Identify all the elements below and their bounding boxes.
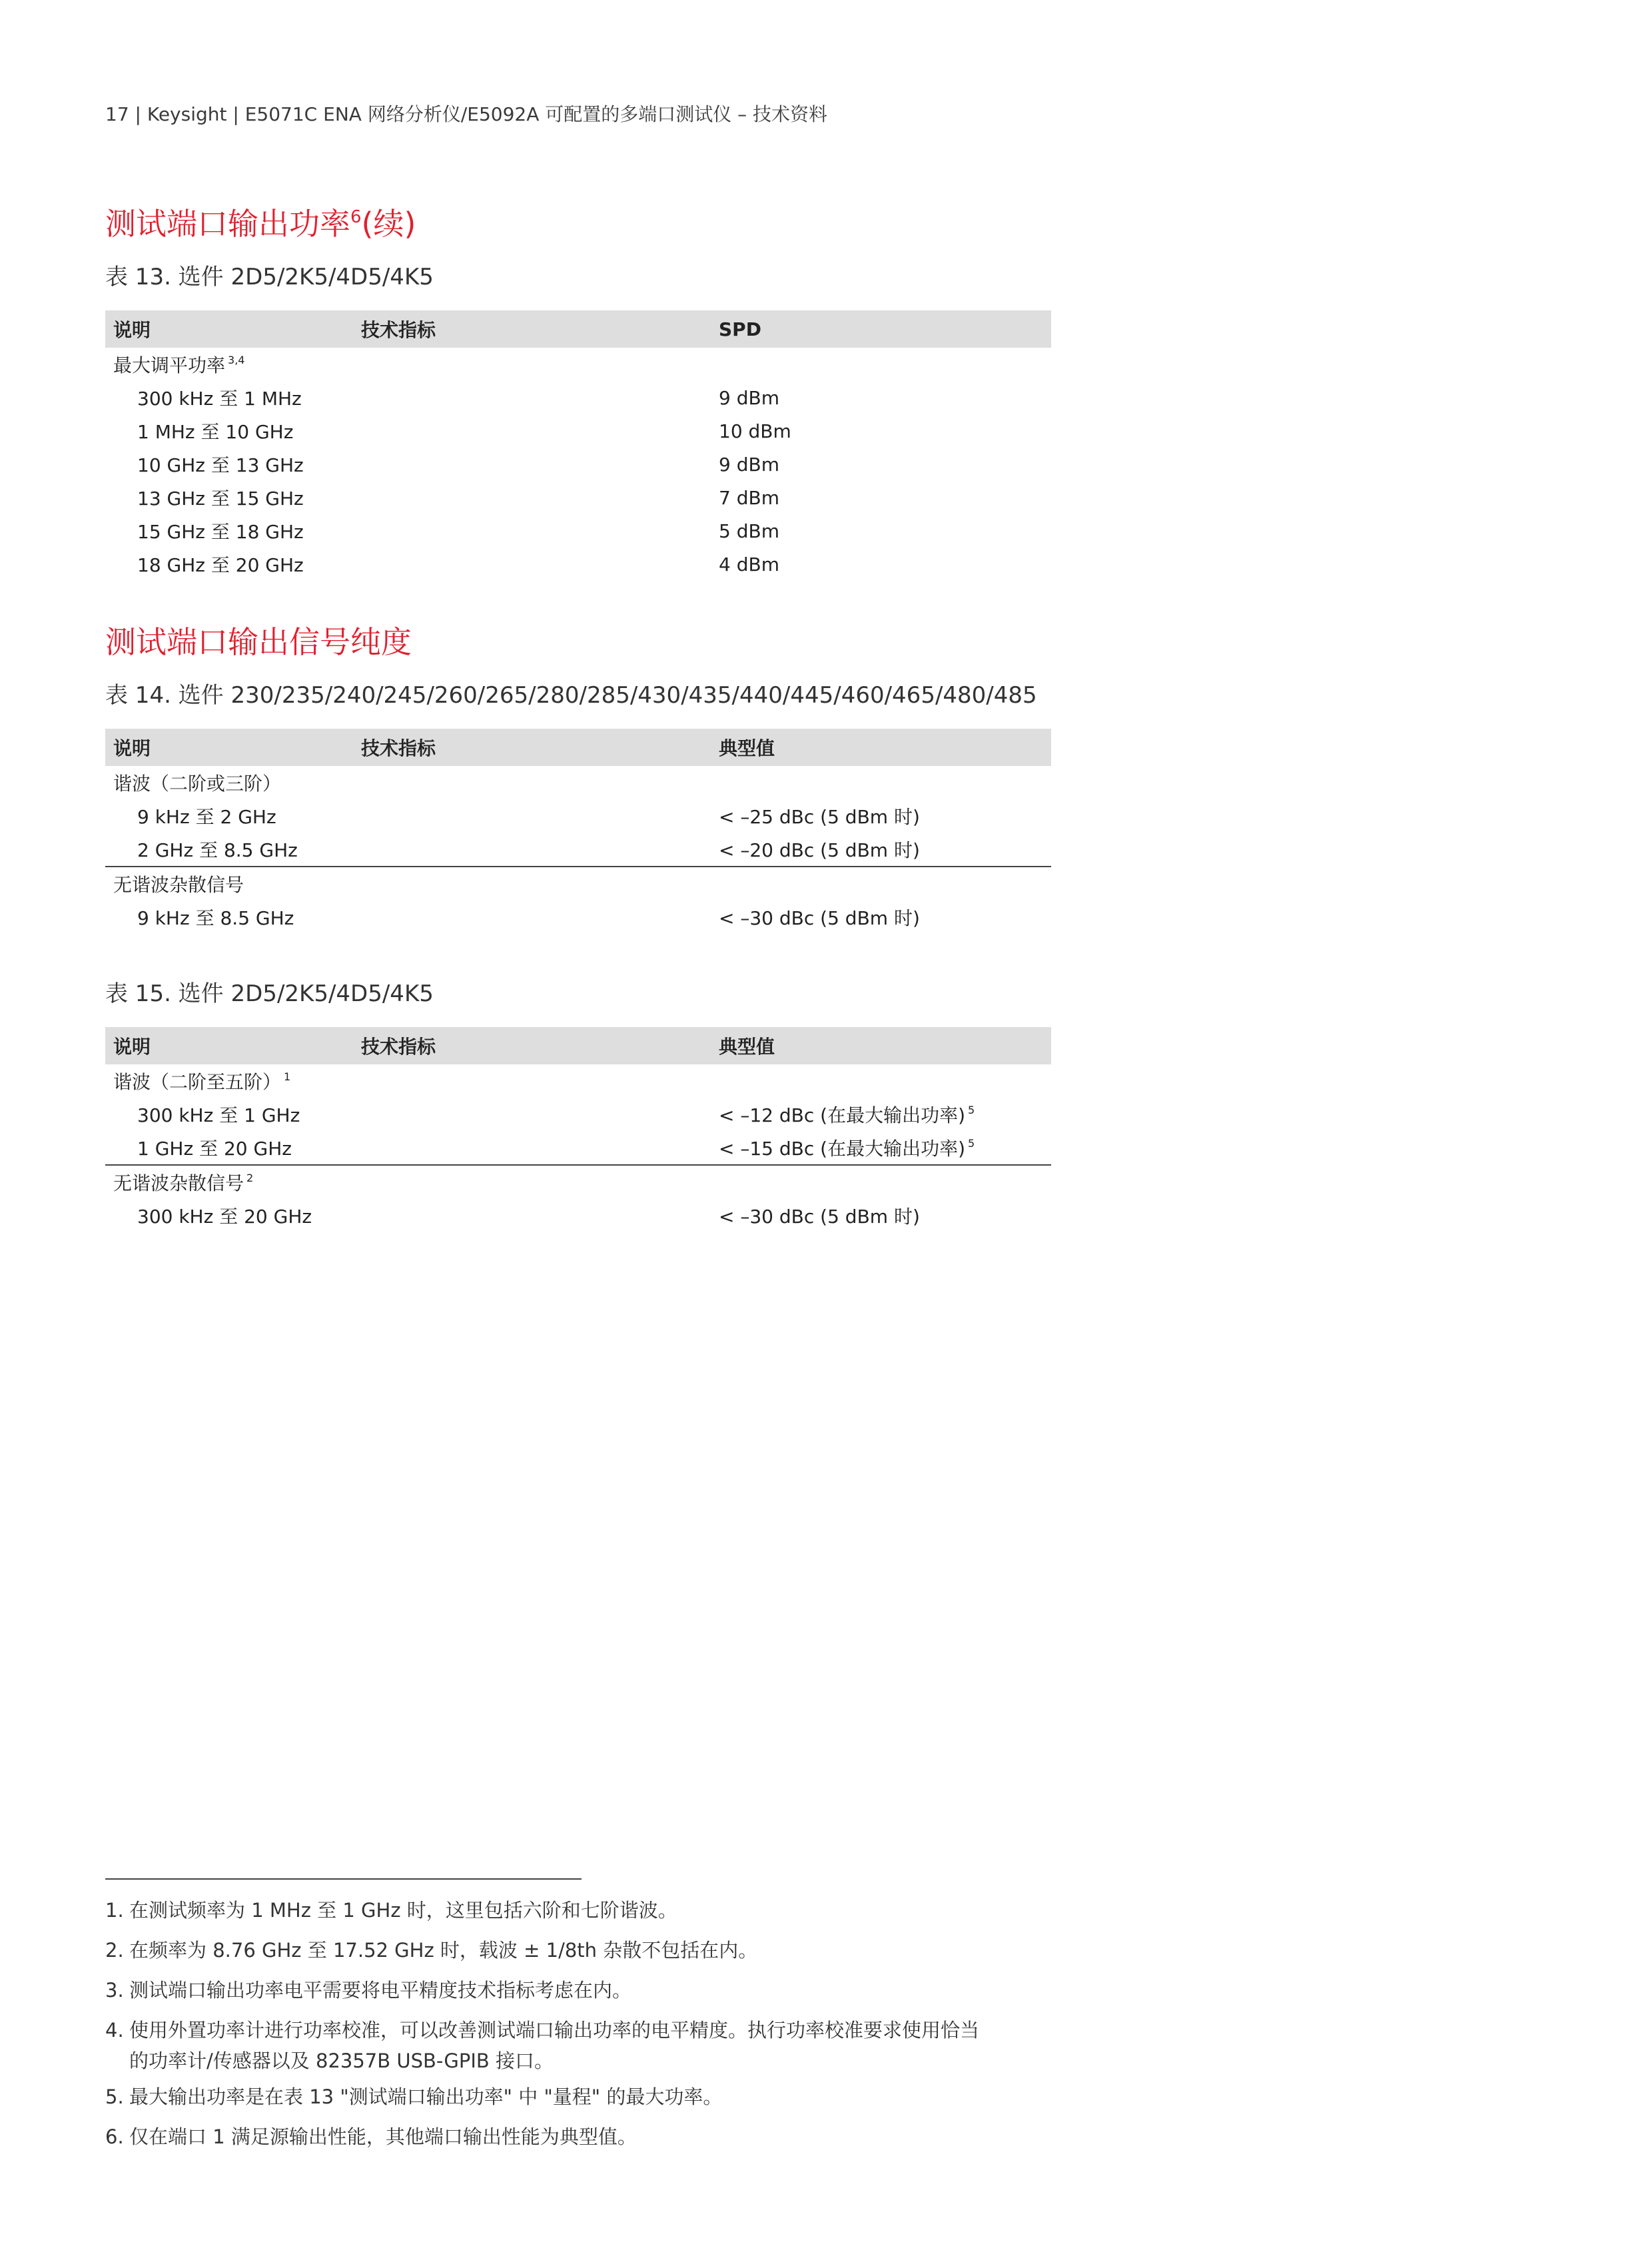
footnote-ref: 2 (246, 1172, 254, 1184)
page-header: 17 | Keysight | E5071C ENA 网络分析仪/E5092A 可配置的多端口测试仪 – 技术资料 (105, 103, 828, 125)
row-description: 13 GHz 至 15 GHz (137, 488, 304, 510)
table-header-row (105, 1027, 1051, 1064)
column-header-description: 说明 (105, 729, 353, 766)
row-value: 9 dBm (719, 386, 779, 409)
table-row (105, 548, 1051, 581)
group-label-text: 无谐波杂散信号 (113, 1172, 244, 1194)
table-14 (105, 729, 1051, 934)
column-header-specification: 技术指标 (353, 1027, 711, 1064)
row-value: 9 dBm (719, 453, 779, 476)
row-value: 4 dBm (719, 553, 779, 575)
column-header-typical: 典型值 (711, 1027, 1051, 1064)
table-13-caption: 表 13. 选件 2D5/2K5/4D5/4K5 (105, 264, 434, 290)
section-title-text: 测试端口输出功率 (105, 206, 350, 242)
table-group-row (105, 766, 1051, 799)
row-specification (353, 548, 711, 581)
footnote-divider (105, 1878, 582, 1880)
row-value-text: < –15 dBc (在最大输出功率) (719, 1138, 966, 1160)
row-description: 9 kHz 至 2 GHz (137, 806, 276, 828)
row-value (711, 1131, 1051, 1165)
row-description: 2 GHz 至 8.5 GHz (105, 833, 353, 867)
table-group-row (105, 348, 1051, 381)
row-value-text: < –12 dBc (在最大输出功率) (719, 1104, 966, 1126)
table-group-row (105, 1165, 1051, 1199)
table-header-row (105, 310, 1051, 348)
table-row (105, 381, 1051, 414)
footnote-item (105, 1935, 1064, 1966)
table-row (105, 901, 1051, 934)
footnote-text-continued: 的功率计/传感器以及 82357B USB-GPIB 接口。 (129, 2050, 554, 2072)
row-value: 10 dBm (719, 420, 791, 442)
group-label-text: 最大调平功率 (113, 354, 226, 376)
row-value: < –20 dBc (5 dBm 时) (711, 833, 1051, 867)
row-description: 1 MHz 至 10 GHz (137, 421, 294, 443)
section-title-signal-purity: 测试端口输出信号纯度 (105, 624, 412, 660)
row-specification (353, 514, 711, 548)
row-description: 1 GHz 至 20 GHz (105, 1131, 353, 1165)
group-label (105, 348, 353, 381)
table-13 (105, 310, 1051, 581)
row-value: < –30 dBc (5 dBm 时) (719, 1206, 920, 1228)
footnote-text: 仅在端口 1 满足源输出性能，其他端口输出性能为典型值。 (129, 2125, 637, 2148)
row-specification (353, 414, 711, 448)
footnote-number: 3. (105, 1979, 124, 2002)
group-label-text: 谐波（二阶至五阶） (113, 1071, 282, 1093)
footnote-text: 最大输出功率是在表 13 "测试端口输出功率" 中 "量程" 的最大功率。 (129, 2085, 723, 2108)
row-value: < –25 dBc (5 dBm 时) (719, 806, 920, 828)
column-header-typical: 典型值 (711, 729, 1051, 766)
footnote-item (105, 2015, 1064, 2076)
footnote-ref: 3,4 (228, 354, 245, 366)
table-row (105, 833, 1051, 867)
footnote-ref: 5 (968, 1137, 975, 1150)
footnote-number: 1. (105, 1899, 124, 1922)
row-value: 7 dBm (719, 486, 779, 509)
row-value: < –30 dBc (5 dBm 时) (719, 907, 920, 929)
footnote-number: 5. (105, 2085, 124, 2108)
section-title-output-power (105, 200, 416, 244)
footnote-number: 4. (105, 2019, 124, 2042)
table-row (105, 1131, 1051, 1165)
row-specification (353, 448, 711, 481)
table-15 (105, 1027, 1051, 1232)
footnote-item (105, 2081, 1064, 2112)
row-value: 5 dBm (719, 520, 779, 542)
row-description: 300 kHz 至 1 GHz (137, 1104, 300, 1126)
table-row (105, 1199, 1051, 1232)
table-row (105, 514, 1051, 548)
footnote-text: 在测试频率为 1 MHz 至 1 GHz 时，这里包括六阶和七阶谐波。 (129, 1899, 677, 1922)
row-description: 10 GHz 至 13 GHz (137, 454, 304, 476)
column-header-description: 说明 (105, 310, 353, 348)
footnote-number: 2. (105, 1939, 124, 1962)
row-description: 300 kHz 至 20 GHz (137, 1206, 312, 1228)
table-row (105, 414, 1051, 448)
row-specification (353, 481, 711, 514)
group-label: 无谐波杂散信号 (113, 874, 244, 896)
group-label (105, 1064, 353, 1098)
column-header-description: 说明 (105, 1027, 353, 1064)
section-title-footnote-ref: 6 (350, 207, 362, 227)
table-row (105, 799, 1051, 833)
row-value (711, 1098, 1051, 1131)
table-14-caption: 表 14. 选件 230/235/240/245/260/265/280/285/430/435/440/445/460/465/480/485 (105, 682, 1037, 709)
row-description: 18 GHz 至 20 GHz (137, 554, 304, 576)
table-header-row (105, 729, 1051, 766)
table-15-caption: 表 15. 选件 2D5/2K5/4D5/4K5 (105, 980, 434, 1007)
footnote-text: 在频率为 8.76 GHz 至 17.52 GHz 时，载波 ± 1/8th 杂散不包括在内。 (129, 1939, 758, 1962)
column-header-spd: SPD (711, 310, 1051, 348)
section-title-suffix: (续) (361, 206, 416, 242)
footnote-number: 6. (105, 2125, 124, 2148)
row-specification (353, 381, 711, 414)
row-description: 15 GHz 至 18 GHz (137, 521, 304, 543)
footnote-text: 使用外置功率计进行功率校准，可以改善测试端口输出功率的电平精度。执行功率校准要求使用恰当 (129, 2019, 980, 2042)
group-label (105, 1165, 353, 1199)
footnote-text: 测试端口输出功率电平需要将电平精度技术指标考虑在内。 (129, 1979, 632, 2002)
table-group-row (105, 1064, 1051, 1098)
row-description: 9 kHz 至 8.5 GHz (137, 907, 294, 929)
footnote-item (105, 1975, 1064, 2006)
table-row (105, 448, 1051, 481)
table-row (105, 1098, 1051, 1131)
table-group-row (105, 867, 1051, 901)
footnote-ref: 5 (968, 1104, 975, 1116)
column-header-specification: 技术指标 (353, 729, 711, 766)
row-description: 300 kHz 至 1 MHz (137, 388, 302, 410)
group-label: 谐波（二阶或三阶） (113, 773, 282, 795)
footnote-ref: 1 (284, 1070, 291, 1083)
footnote-item (105, 1895, 1064, 1926)
footnote-item (105, 2121, 1064, 2152)
table-row (105, 481, 1051, 514)
column-header-specification: 技术指标 (353, 310, 711, 348)
